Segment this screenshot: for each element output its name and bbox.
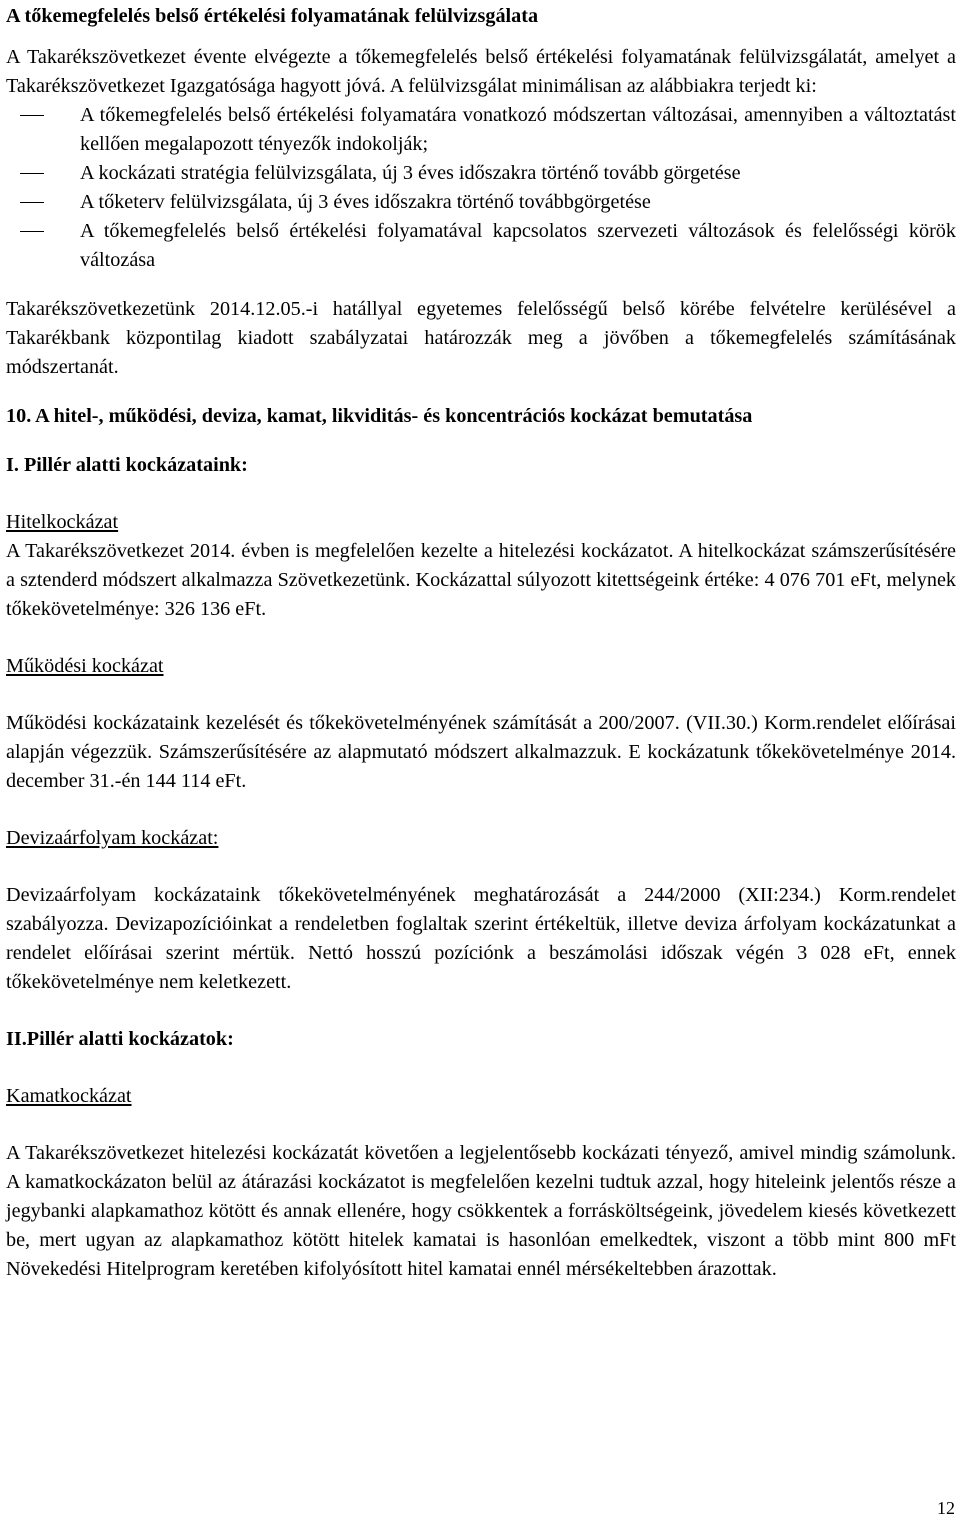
credit-risk-paragraph: A Takarékszövetkezet 2014. évben is megfelelően kezelte a hitelezési kockázatot. A hitelkockázat számszerűsítésére a sztenderd módszert alkalmazza Szövetkezetünk. Kockázattal súlyozott kitettségeink értéke: 4 076 701 eFt, melynek tőkekövetelménye: 326 136 eFt. (6, 540, 956, 620)
credit-risk-subheading: Hitelkockázat (6, 511, 119, 533)
list-item-text: A tőkemegfelelés belső értékelési folyamatával kapcsolatos szervezeti változások és felelősségi körök változása (80, 220, 956, 271)
dash-bullet-icon (20, 202, 44, 203)
dash-bullet-icon (20, 231, 44, 232)
pillar2-heading: II.Pillér alatti kockázatok: (6, 1028, 234, 1050)
list-item-text: A tőkemegfelelés belső értékelési folyamatára vonatkozó módszertan változásai, amennyiben a változtatást kellően megalapozott tényezők indokolják; (80, 104, 956, 155)
dash-bullet-icon (20, 115, 44, 116)
page-number: 12 (937, 1498, 955, 1518)
operational-risk-subheading: Működési kockázat (6, 655, 164, 677)
pillar1-heading: I. Pillér alatti kockázataink: (6, 454, 248, 476)
page-title: A tőkemegfelelés belső értékelési folyamatának felülvizsgálata (6, 5, 539, 27)
list-item-text: A kockázati stratégia felülvizsgálata, új 3 éves időszakra történő tovább görgetése (80, 162, 741, 184)
operational-risk-paragraph: Működési kockázataink kezelését és tőkekövetelményének számítását a 200/2007. (VII.30.) Korm.rendelet előírásai alapján végezzük. Számszerűsítésére az alapmutató módszert alkalmazzuk. E kockázatunk tőkekövetelménye 2014. december 31.-én 144 114 eFt. (6, 712, 956, 792)
list-item (6, 188, 956, 217)
interest-risk-subheading: Kamatkockázat (6, 1085, 132, 1107)
list-item (6, 217, 956, 275)
list-item (6, 159, 956, 188)
policy-paragraph: Takarékszövetkezetünk 2014.12.05.-i hatállyal egyetemes felelősségű belső körébe felvételre kerülésével a Takarékbank központilag kiadott szabályzatai határozzák meg a jövőben a tőkemegfelelés számításának módszertanát. (6, 298, 956, 378)
list-item (6, 101, 956, 159)
document-page (6, 0, 956, 1284)
intro-paragraph: A Takarékszövetkezet évente elvégezte a tőkemegfelelés belső értékelési folyamatának felülvizsgálatát, amelyet a Takarékszövetkezet Igazgatósága hagyott jóvá. A felülvizsgálat minimálisan az alábbiakra terjedt ki: (6, 46, 956, 97)
list-item-text: A tőketerv felülvizsgálata, új 3 éves időszakra történő továbbgörgetése (80, 191, 651, 213)
fx-risk-subheading: Devizaárfolyam kockázat: (6, 827, 219, 849)
fx-risk-paragraph: Devizaárfolyam kockázataink tőkekövetelményének meghatározását a 244/2000 (XII:234.) Korm.rendelet szabályozza. Devizapozícióinkat a rendeletben foglaltak szerint értékeltük, illetve deviza árfolyam kockázatunkat a rendelet előírásai szerint mértük. Nettó hosszú pozíciónk a beszámolási időszak végén 3 028 eFt, ennek tőkekövetelménye nem keletkezett. (6, 884, 956, 993)
dash-bullet-icon (20, 173, 44, 174)
review-items-list (6, 101, 956, 275)
section-heading: 10. A hitel-, működési, deviza, kamat, likviditás- és koncentrációs kockázat bemutatása (6, 405, 753, 427)
interest-risk-paragraph: A Takarékszövetkezet hitelezési kockázatát követően a legjelentősebb kockázati tényező, amivel mindig számolunk. A kamatkockázaton belül az átárazási kockázatot is megfelelően kezelni tudtuk azzal, hogy hiteleink jelentős része a jegybanki alapkamathoz kötött és annak ellenére, hogy csökkentek a forrásköltségeink, jövedelem kiesés következett be, mert ugyan az alapkamathoz kötött hitelek kamatai is hasonlóan emelkedtek, viszont a több mint 800 mFt Növekedési Hitelprogram keretében kifolyósított hitel kamatai ennél mérsékeltebben árazottak. (6, 1142, 956, 1280)
